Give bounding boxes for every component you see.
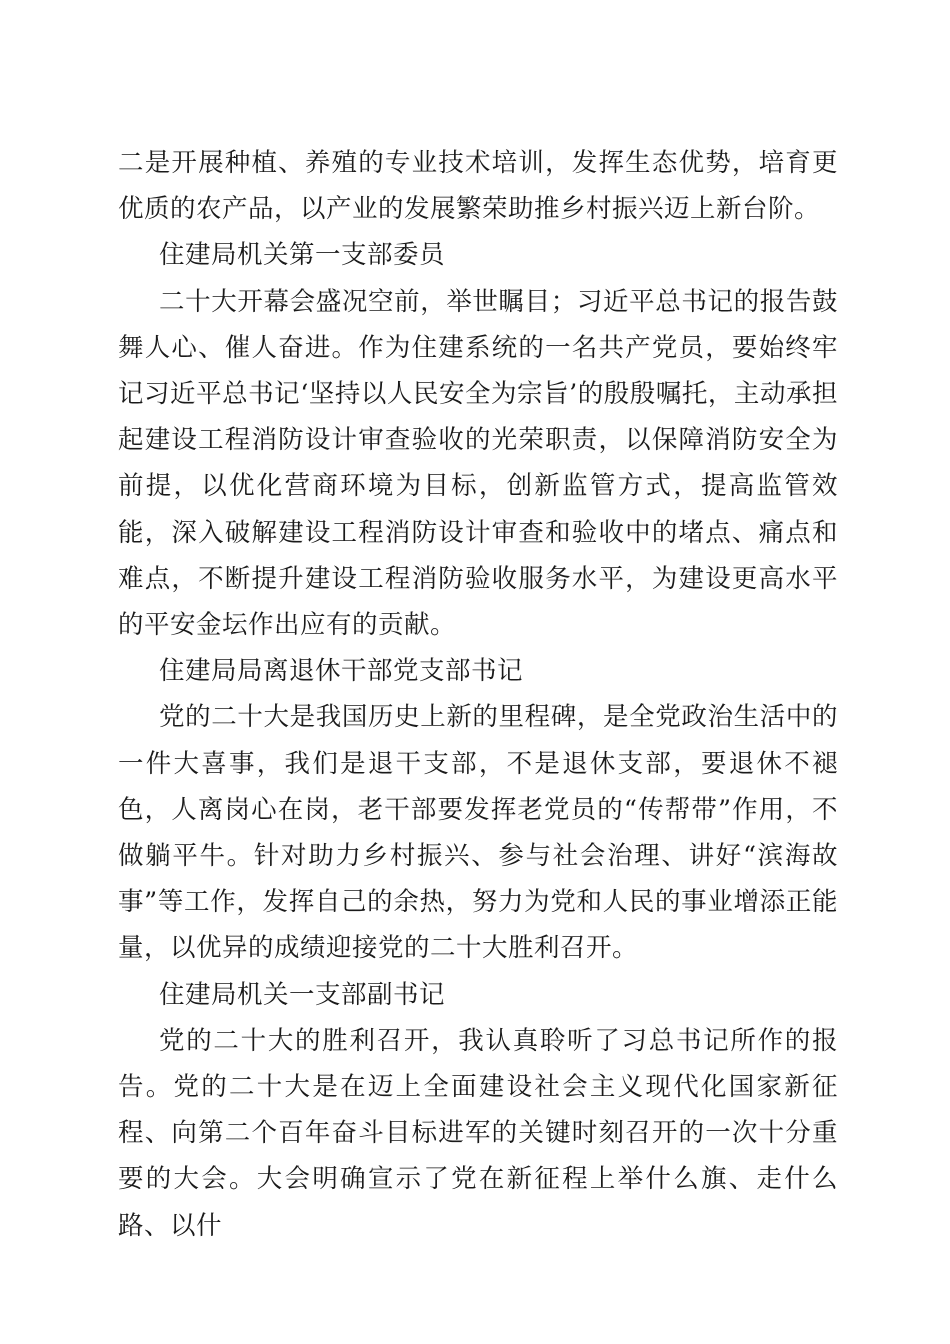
speaker-heading-first-branch-member: 住建局机关第一支部委员 <box>159 240 446 271</box>
paragraph-fire-safety: 二十大开幕会盛况空前，举世瞩目；习近平总书记的报告鼓舞人心、催人奋进。作为住建系统的一名共产党员，要始终牢记习近平总书记‘坚持以人民安全为宗旨’的殷殷嘱托，主动承担起建设工程消防设计审查验收的光荣职责，以保障消防安全为前提，以优化营商环境为目标，创新监管方式，提高监管效能，深入破解建设工程消防设计审查和验收中的堵点、痛点和难点，不断提升建设工程消防验收服务水平，为建设更高水平的平安金坛作出应有的贡献。 <box>118 286 838 641</box>
paragraph-retired-cadres: 党的二十大是我国历史上新的里程碑，是全党政治生活中的一件大喜事，我们是退干支部，不是退休支部，要退休不褪色，人离岗心在岗，老干部要发挥老党员的“传帮带”作用，不做躺平牛。针对助力乡村振兴、参与社会治理、讲好“滨海故事”等工作，发挥自己的余热，努力为党和人民的事业增添正能量，以优异的成绩迎接党的二十大胜利召开。 <box>118 702 838 964</box>
speaker-heading-retired-branch-secretary: 住建局局离退休干部党支部书记 <box>159 656 524 687</box>
speaker-heading-deputy-secretary: 住建局机关一支部副书记 <box>159 979 446 1010</box>
paragraph-training: 二是开展种植、养殖的专业技术培训，发挥生态优势，培育更优质的农产品，以产业的发展繁荣助推乡村振兴迈上新台阶。 <box>118 148 838 225</box>
paragraph-congress-report: 党的二十大的胜利召开，我认真聆听了习总书记所作的报告。党的二十大是在迈上全面建设社会主义现代化国家新征程、向第二个百年奋斗目标进军的关键时刻召开的一次十分重要的大会。大会明确宣示了党在新征程上举什么旗、走什么路、以什 <box>118 1025 838 1241</box>
document-body <box>118 140 838 1249</box>
